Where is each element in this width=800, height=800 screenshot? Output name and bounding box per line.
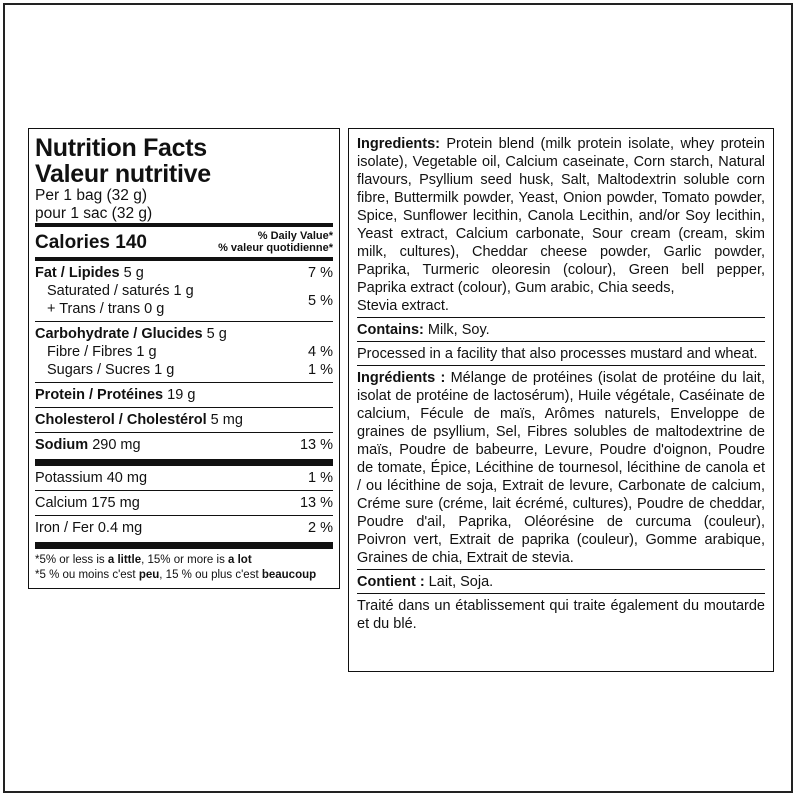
contains-en — [357, 321, 765, 339]
carb-row — [35, 325, 333, 343]
calcium-row — [35, 491, 333, 515]
sodium-amount: 290 mg — [92, 437, 141, 453]
cholesterol-amount: 5 mg — [210, 412, 243, 428]
divider — [35, 459, 333, 466]
facility-statement-en: Processed in a facility that also processes mustard and wheat. — [357, 346, 758, 362]
ingredients-panel — [348, 128, 774, 672]
footnote-en: *5% or less is a little, 15% or more is a lot — [35, 554, 252, 566]
calcium-dv: 13 % — [299, 495, 333, 511]
ingredients-fr — [357, 369, 765, 567]
cholesterol-row — [35, 408, 333, 432]
sugars-dv: 1 % — [308, 362, 333, 378]
ingredients-en-end: Stevia extract. — [357, 298, 449, 314]
divider — [357, 341, 765, 342]
ingredients-fr-label: Ingrédients : — [357, 370, 446, 386]
ingredients-fr-text: Mélange de protéines (isolat de protéine du lait, isolat de protéine de lactosérum), Huile végétale, Caséinate de calcium, Fécule de maïs, Arômes naturels, Enveloppe de graines de psyllium, Sel, Fibres solubles de maltodextrine de maïs, Poudre de babeurre, Levure, Poudre d'oignon, Poudre de tomate, Épice, Lécithine de tournesol, lécithine de canola et / ou lécithine de soja, Extrait de levure, Carbonate de calcium, Créme sure (créme, lait écrémé, cultures), Poudre de cheddar, Poudre d'ail, Paprika, Oléorésine de curcuma (couleur), Poivron vert, Extrait de paprika (couleur), Gomme arabique, Graines de chia, Extrait de stevia. — [357, 370, 765, 566]
iron-label: Iron / Fer 0.4 mg — [35, 520, 143, 536]
fat-amount: 5 g — [123, 265, 144, 281]
contains-fr-label: Contient : — [357, 574, 425, 590]
ingredients-en-label: Ingredients: — [357, 136, 440, 152]
serving-size-en: Per 1 bag (32 g) — [35, 187, 148, 204]
daily-value-header-fr: % valeur quotidienne* — [218, 242, 333, 254]
fibre-label: Fibre / Fibres 1 g — [47, 344, 157, 360]
potassium-row — [35, 466, 333, 490]
protein-label: Protein / Protéines — [35, 387, 164, 403]
contains-fr — [357, 573, 765, 591]
nutrition-facts-panel — [28, 128, 340, 589]
divider — [35, 542, 333, 549]
ingredients-en — [357, 135, 765, 297]
contains-en-label: Contains: — [357, 322, 424, 338]
daily-value-header — [218, 230, 333, 254]
fibre-dv: 4 % — [308, 344, 333, 360]
iron-dv: 2 % — [308, 520, 333, 536]
sugars-row — [35, 361, 333, 379]
trans-label: + Trans / trans 0 g — [47, 301, 165, 317]
fat-dv: 7 % — [308, 265, 333, 281]
potassium-dv: 1 % — [308, 470, 333, 486]
serving-size-fr: pour 1 sac (32 g) — [35, 205, 153, 222]
calories-row — [35, 227, 333, 257]
divider — [357, 317, 765, 318]
protein-amount: 19 g — [167, 387, 196, 403]
sodium-row — [35, 433, 333, 457]
cholesterol-label: Cholesterol / Cholestérol — [35, 412, 207, 428]
protein-row — [35, 383, 333, 407]
carb-label: Carbohydrate / Glucides — [35, 326, 203, 342]
iron-row — [35, 516, 333, 540]
daily-value-header-en: % Daily Value* — [257, 230, 333, 242]
sodium-label: Sodium — [35, 437, 89, 453]
fat-block — [35, 261, 333, 321]
carb-amount: 5 g — [206, 326, 227, 342]
trans-dv: 5 % — [308, 293, 333, 309]
fibre-row — [35, 343, 333, 361]
fat-label: Fat / Lipides — [35, 265, 120, 281]
fat-row — [35, 264, 333, 282]
potassium-label: Potassium 40 mg — [35, 470, 148, 486]
saturated-label: Saturated / saturés 1 g — [47, 283, 194, 299]
calcium-label: Calcium 175 mg — [35, 495, 140, 511]
divider — [357, 569, 765, 570]
calories-label: Calories 140 — [35, 232, 147, 253]
facility-statement-fr: Traité dans un établissement qui traite également du moutarde et du blé. — [357, 598, 765, 632]
contains-fr-text: Lait, Soja. — [424, 574, 494, 590]
carb-block — [35, 322, 333, 382]
contains-en-text: Milk, Soy. — [423, 322, 490, 338]
nutrition-title-en: Nutrition Facts — [35, 134, 207, 162]
sodium-dv: 13 % — [299, 437, 333, 453]
sugars-label: Sugars / Sucres 1 g — [47, 362, 175, 378]
divider — [357, 365, 765, 366]
footnote-fr: *5 % ou moins c'est peu, 15 % ou plus c'est beaucoup — [35, 569, 317, 581]
nutrition-title-fr: Valeur nutritive — [35, 160, 211, 188]
ingredients-en-text: Protein blend (milk protein isolate, whey protein isolate), Vegetable oil, Calcium caseinate, Corn starch, Natural flavours, Psyllium seed husk, Salt, Maltodextrin soluble corn fibre, Buttermilk powder, Yeast, Onion powder, Tomato powder, Spice, Sunflower lecithin, Canola Lecithin, and/or Soy lecithin, Yeast extract, Calcium carbonate, Sour cream (cream, skim milk, cultures), Cheddar cheese powder, Garlic powder, Paprika, Turmeric oleoresin (colour), Green bell pepper, Paprika extract (colour), Gum arabic, Chia seeds, — [357, 136, 765, 296]
footnote — [35, 549, 333, 583]
divider — [357, 593, 765, 594]
